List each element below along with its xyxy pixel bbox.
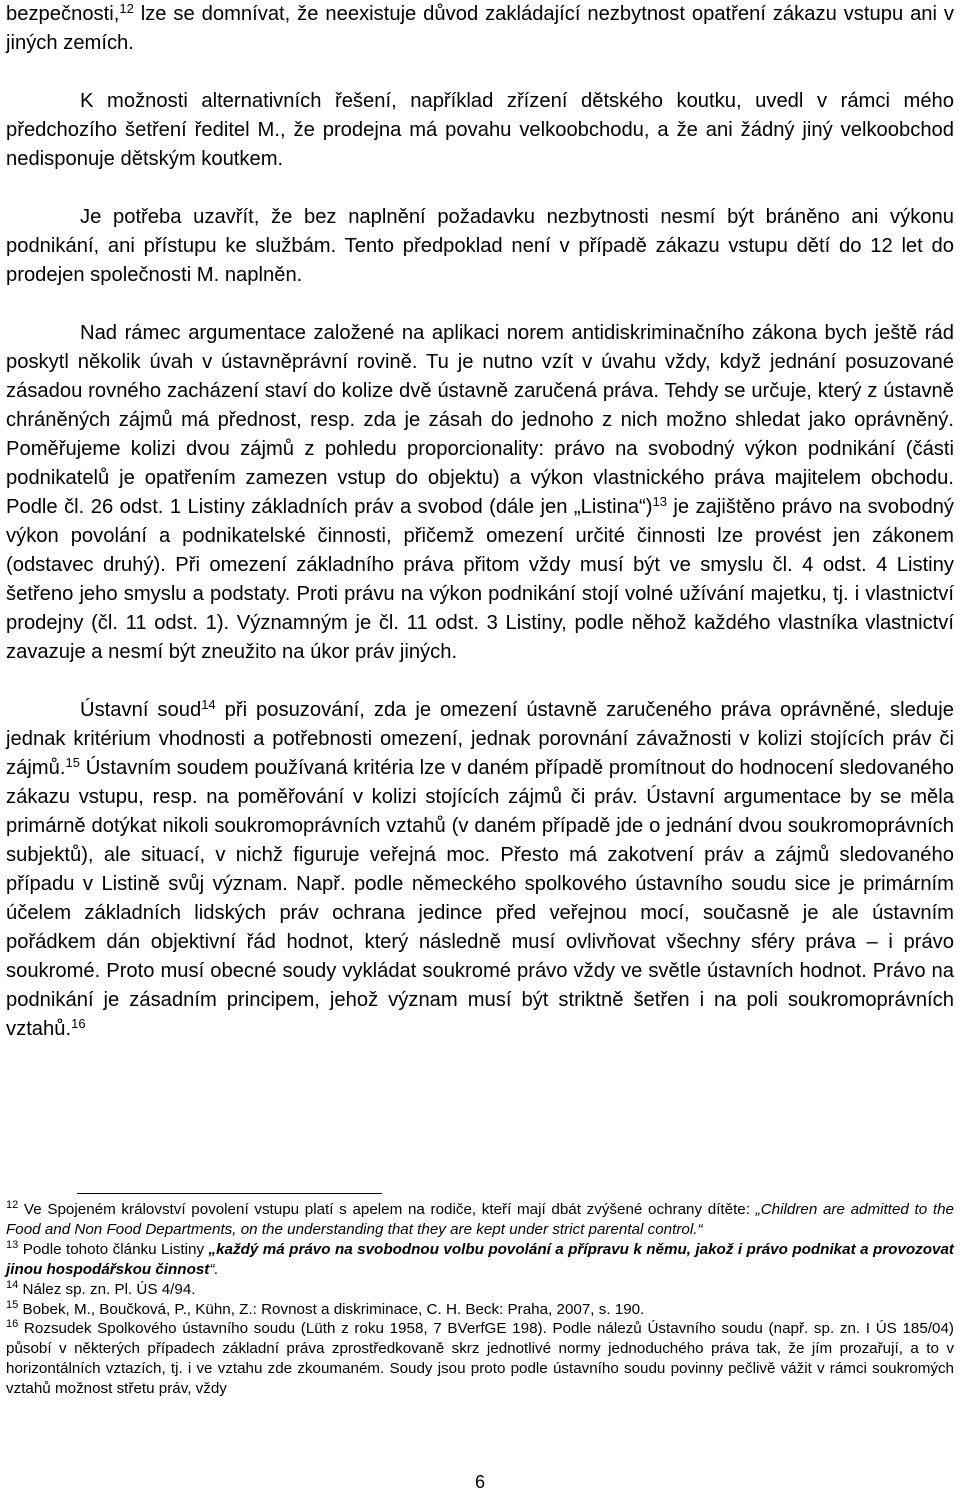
text-run: Nad rámec argumentace založené na aplikaci norem antidiskriminačního zákona bych ještě rád poskytl několik úvah v ústavněprávní rovině. Tu je nutno vzít v úvahu vždy, když jednání posuzované zásadou rovného zacházení staví do kolize dvě ústavně zaručená práva. Tehdy se určuje, který z ústavně chráněných zájmů má přednost, resp. zda je zásah do jednoho z nich možno shledat jako oprávněný. Poměřujeme kolizi dvou zájmů z pohledu proporcionality: právo na svobodný výkon podnikání (části podnikatelů je opatřením zamezen vstup do objektu) a výkon vlastnického práva majitelem obchodu. Podle čl. 26 odst. 1 Listiny základních práv a svobod (dále jen „Listina“) xyxy=(6,322,954,518)
page-number: 6 xyxy=(474,1472,485,1492)
footnote-quote-end: “. xyxy=(209,1260,219,1278)
footnote xyxy=(6,1200,954,1240)
paragraph xyxy=(6,319,954,667)
footnote-quote: „Children are admitted to the Food and Non Food Departments, on the understanding that they are kept under strict parental control.“ xyxy=(6,1201,954,1238)
footnote-number: 14 xyxy=(6,1278,19,1291)
footnote-text: Rozsudek Spolkového ústavního soudu (Lüth z roku 1958, 7 BVerfGE 198). Podle nálezů Ústavního soudu (např. sp. zn. I ÚS 185/04) působí v některých případech základní práva zprostředkovaně skrz jednotlivé normy jednoduchého práva tak, že jím prozařují, a to v horizontálních vztazích, tj. i ve vztahu zde zkoumaném. Soudy jsou proto podle ústavního soudu povinny pečlivě vážit v rámci soukromých vztahů možnost střetu práv, vždy xyxy=(6,1320,954,1398)
body-text xyxy=(6,0,954,1044)
text-run: bezpečnosti, xyxy=(6,3,120,25)
footnote xyxy=(6,1319,954,1399)
footnote-separator xyxy=(77,1193,382,1194)
text-run: při posuzování, zda je omezení ústavně zaručeného práva oprávněné, sleduje jednak kritérium vhodnosti a potřebnosti omezení, jednak porovnání závažnosti v kolizi stojících práv či zájmů. xyxy=(6,699,954,779)
text-run: Ústavní soud xyxy=(80,699,202,721)
footnote xyxy=(6,1240,954,1280)
footnote-ref[interactable]: 16 xyxy=(71,1016,86,1031)
paragraph xyxy=(6,696,954,1044)
text-run: Ústavním soudem používaná kritéria lze v daném případě promítnout do hodnocení sledovaného zákazu vstupu, resp. na poměřování v kolizi stojících zájmů či práv. Ústavní argumentace by se měla primárně dotýkat nikoli soukromoprávních vztahů (v daném případě jde o jednání dvou soukromoprávních subjektů), ale situací, v nichž figuruje veřejná moc. Přesto má zakotvení práv a zájmů sledovaného případu v Listině svůj význam. Např. podle německého spolkového ústavního soudu sice je primárním účelem základních lidských práv ochrana jedince před veřejnou mocí, současně je ale ústavním pořádkem dán objektivní řád hodnot, který následně musí ovlivňovat všechny sféry práva – i právo soukromé. Proto musí obecné soudy vykládat soukromé právo vždy ve světle ústavních hodnot. Právo na podnikání je zásadním principem, jehož význam musí být striktně šetřen i na poli soukromoprávních vztahů. xyxy=(6,757,954,1040)
footnote-ref[interactable]: 14 xyxy=(201,697,216,712)
footnote-text: Podle tohoto článku Listiny xyxy=(18,1240,209,1258)
footnotes xyxy=(6,1200,954,1399)
footnote-ref[interactable]: 12 xyxy=(119,1,134,16)
footnote-ref[interactable]: 15 xyxy=(65,755,80,770)
paragraph: Je potřeba uzavřít, že bez naplnění požadavku nezbytnosti nesmí být bráněno ani výkonu podnikání, ani přístupu ke službám. Tento předpoklad není v případě zákazu vstupu dětí do 12 let do prodejen společnosti M. naplněn. xyxy=(6,206,954,286)
footnote-text: Nález sp. zn. Pl. ÚS 4/94. xyxy=(18,1280,196,1298)
footnote-number: 13 xyxy=(6,1238,19,1251)
footnote xyxy=(6,1280,954,1300)
footnote-number: 16 xyxy=(6,1318,19,1331)
footnote-text: Bobek, M., Boučková, P., Kühn, Z.: Rovnost a diskriminace, C. H. Beck: Praha, 2007, s. 190. xyxy=(18,1300,645,1318)
footnote xyxy=(6,1300,954,1320)
footnote-number: 12 xyxy=(6,1199,19,1211)
footnote-number: 15 xyxy=(6,1298,19,1311)
paragraph xyxy=(6,0,954,58)
footnote-quote: „každý má právo na svobodnou volbu povolání a přípravu k němu, jakož i právo podnikat a provozovat jinou hospodářskou činnost xyxy=(6,1240,954,1278)
footnote-ref[interactable]: 13 xyxy=(652,494,667,509)
footnote-text: Ve Spojeném království povolení vstupu platí s apelem na rodiče, kteří mají dbát zvýšené ochrany dítěte: xyxy=(18,1201,756,1218)
text-run: lze se domnívat, že neexistuje důvod zakládající nezbytnost opatření zákazu vstupu ani v jiných zemích. xyxy=(6,3,954,54)
paragraph: K možnosti alternativních řešení, například zřízení dětského koutku, uvedl v rámci mého předchozího šetření ředitel M., že prodejna má povahu velkoobchodu, a že ani žádný jiný velkoobchod nedisponuje dětským koutkem. xyxy=(6,90,954,170)
text-run: je zajištěno právo na svobodný výkon povolání a podnikatelské činnosti, přičemž omezení určité činnosti lze provést jen zákonem (odstavec druhý). Při omezení základního práva přitom vždy musí být ve smyslu čl. 4 odst. 4 Listiny šetřeno jeho smyslu a podstaty. Proti právu na výkon podnikání stojí volné užívání majetku, tj. i vlastnictví prodejny (čl. 11 odst. 1). Významným je čl. 11 odst. 3 Listiny, podle něhož každého vlastníka vlastnictví zavazuje a nesmí být zneužito na úkor práv jiných. xyxy=(6,496,954,663)
